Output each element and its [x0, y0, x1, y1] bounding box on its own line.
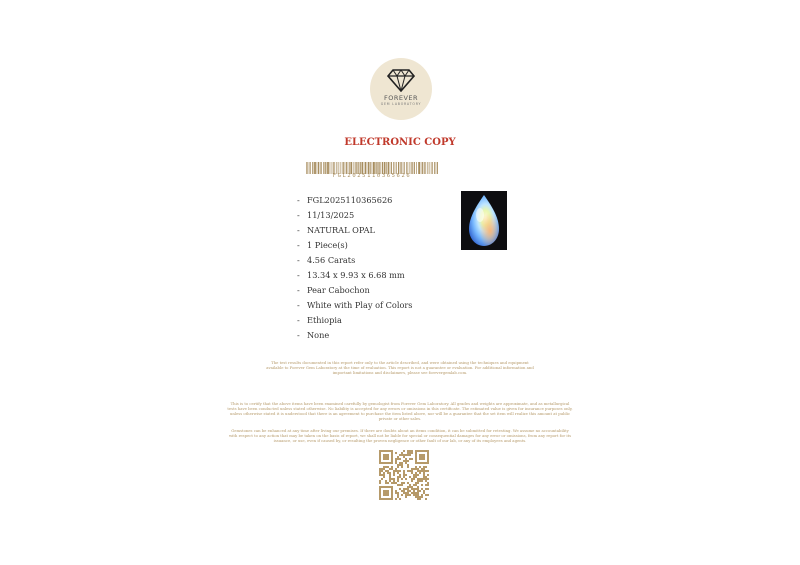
detail-separator: - — [297, 330, 300, 340]
disclaimer-line: available to Forever Gem Laboratory at the time of evaluation. This report is not a guarantee or evaluation. For additional information and — [266, 365, 534, 370]
detail-separator: - — [297, 210, 300, 220]
detail-value: 1 Piece(s) — [307, 240, 348, 250]
qr-code[interactable] — [379, 450, 429, 500]
detail-separator: - — [297, 240, 300, 250]
detail-separator: - — [297, 270, 300, 280]
diamond-icon — [387, 68, 415, 92]
detail-value: 13.34 x 9.93 x 6.68 mm — [307, 270, 405, 280]
detail-separator: - — [297, 225, 300, 235]
logo-subtitle: GEM LABORATORY — [380, 102, 422, 106]
logo-brand: FOREVER — [383, 94, 419, 102]
gemstone-photo — [461, 191, 507, 250]
certification-line: unless otherwise stated it is understood that there is an agreement to purchase the item listed above, nor will be a guarantee that the set item will realize this amount at public — [229, 411, 571, 416]
certification-paragraph — [0, 401, 800, 421]
electronic-copy-title: ELECTRONIC COPY — [344, 137, 456, 148]
disclaimer-line: important limitations and disclaimers, please see forevergemlab.com. — [332, 370, 468, 375]
certification-line: tests have been conducted unless stated otherwise. No liability is accepted for any errors or omissions in this certificate. The estimated value is given for insurance purposes only, — [227, 406, 573, 411]
detail-separator: - — [297, 195, 300, 205]
detail-value: None — [307, 330, 330, 340]
detail-separator: - — [297, 285, 300, 295]
detail-value: White with Play of Colors — [307, 300, 413, 310]
disclaimer-paragraph-1 — [0, 360, 800, 375]
liability-line: issuance, or use, even if caused by, or resulting the proven negligence or other fault of our lab, or any of its employees and agents. — [273, 438, 527, 443]
liability-line: with respect to any action that may be taken on the basis of report, we shall not be liable for special or consequential damages for any error or omissions, from any report for its — [228, 433, 572, 438]
detail-separator: - — [297, 300, 300, 310]
barcode-number: FGL2025110365626 — [332, 173, 412, 179]
disclaimer-line: The test results documented in this report refer only to the article described, and were obtained using the techniques and equipment — [271, 360, 529, 365]
certification-line: This is to certify that the above items have been examined carefully by gemologist from Forever Gem Laboratory. All grades and weights are approximate, and as metallurgical — [230, 401, 570, 406]
detail-value: Pear Cabochon — [307, 285, 370, 295]
detail-value: NATURAL OPAL — [307, 225, 375, 235]
detail-value: Ethiopia — [307, 315, 342, 325]
lab-logo — [370, 58, 432, 120]
detail-value: FGL2025110365626 — [307, 195, 393, 205]
detail-separator: - — [297, 255, 300, 265]
liability-line: Gemstones can be enhanced at any time after living our premises. If there are doubts about an items condition, it can be submitted for retesting. We assume no accountability — [231, 428, 569, 433]
detail-value: 11/13/2025 — [307, 210, 355, 220]
liability-paragraph — [0, 428, 800, 443]
detail-separator: - — [297, 315, 300, 325]
certification-line: private or other sales. — [378, 416, 422, 421]
detail-value: 4.56 Carats — [307, 255, 356, 265]
